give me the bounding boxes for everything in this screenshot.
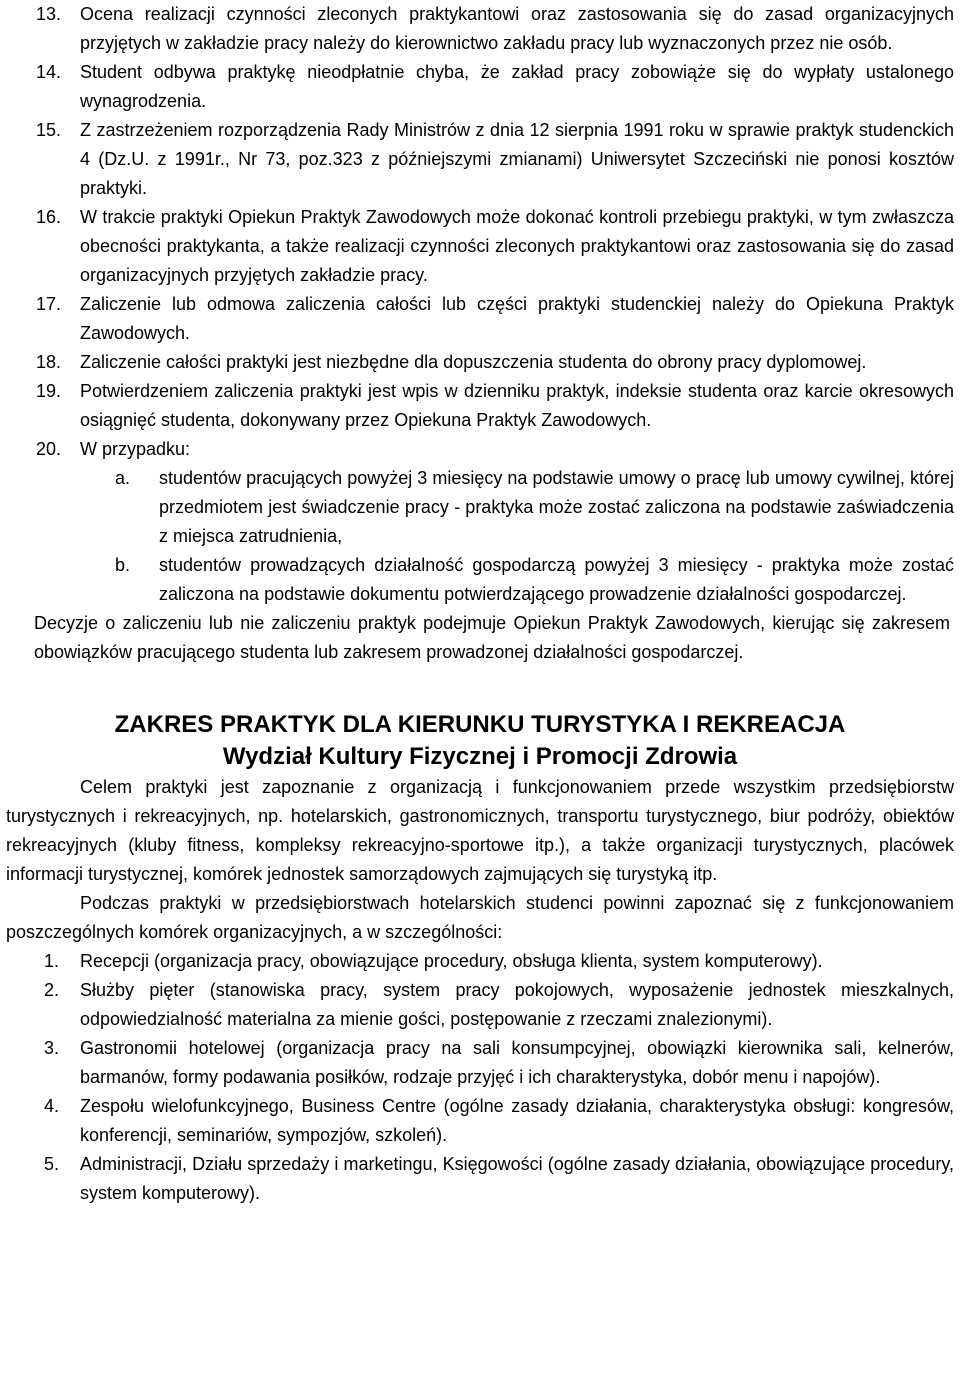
list-item-text: Zaliczenie całości praktyki jest niezbędne dla dopuszczenia studenta do obrony pracy dyplomowej. [80,352,867,372]
section-heading: ZAKRES PRAKTYK DLA KIERUNKU TURYSTYKA I REKREACJA [114,711,846,738]
list-item [6,290,954,348]
section-subheading: Wydział Kultury Fizycznej i Promocji Zdrowia [222,743,738,770]
list-item-text: Służby pięter (stanowiska pracy, system pracy pokojowych, wyposażenie jednostek mieszkalnych, odpowiedzialność materialna za mienie gości, postępowanie z rzeczami znalezionymi). [80,980,954,1029]
list-item-number: 3. [44,1038,60,1058]
list-item [6,203,954,290]
list-item [6,1092,954,1150]
list-item-number: 1. [44,951,60,971]
list-item [6,435,954,464]
list-item-number: 13. [36,4,62,24]
sub-list-item-letter: b. [115,555,131,575]
list-item [6,0,954,58]
sub-list-item-text: studentów prowadzących działalność gospodarczą powyżej 3 miesięcy - praktyka może zostać zaliczona na podstawie dokumentu potwierdzającego prowadzenie działalności gospodarczej. [159,555,954,604]
list-item-text: Administracji, Działu sprzedaży i marketingu, Księgowości (ogólne zasady działania, obowiązujące procedury, system komputerowy). [80,1154,954,1203]
decision-paragraph: Decyzje o zaliczeniu lub nie zaliczeniu praktyk podejmuje Opiekun Praktyk Zawodowych, kierując się zakresem obowiązków pracującego studenta lub zakresem prowadzonej działalności gospodarczej. [34,613,950,662]
intro-paragraph: Celem praktyki jest zapoznanie z organizacją i funkcjonowaniem przede wszystkim przedsiębiorstw turystycznych i rekreacyjnych, np. hotelarskich, gastronomicznych, transportu turystycznego, biur podróży, obiektów rekreacyjnych (kluby fitness, kompleksy rekreacyjno-sportowe itp.), a także organizacji turystycznych, placówek informacji turystycznej, komórek jednostek samorządowych zajmujących się turystyką itp. [6,777,954,884]
list-item-text: Recepcji (organizacja pracy, obowiązujące procedury, obsługa klienta, system komputerowy). [80,951,823,971]
list-item-number: 15. [36,120,62,140]
list-item-text: Potwierdzeniem zaliczenia praktyki jest wpis w dzienniku praktyk, indeksie studenta oraz karcie okresowych osiągnięć studenta, dokonywany przez Opiekuna Praktyk Zawodowych. [80,381,954,430]
list-item-text: Ocena realizacji czynności zleconych praktykantowi oraz zastosowania się do zasad organizacyjnych przyjętych w zakładzie pracy należy do kierownictwo zakładu pracy lub wyznaczonych przez nie osób. [80,4,954,53]
list-item-text: W trakcie praktyki Opiekun Praktyk Zawodowych może dokonać kontroli przebiegu praktyki, w tym zwłaszcza obecności praktykanta, a także realizacji czynności zleconych praktykantowi oraz zastosowania się do zasad organizacyjnych przyjętych zakładzie pracy. [80,207,954,285]
list-item-number: 2. [44,980,60,1000]
list-item-number: 17. [36,294,62,314]
list-item-text: Zespołu wielofunkcyjnego, Business Centre (ogólne zasady działania, charakterystyka obsługi: kongresów, konferencji, seminariów, sympozjów, szkoleń). [80,1096,954,1145]
list-item [6,116,954,203]
list-item-text: Z zastrzeżeniem rozporządzenia Rady Ministrów z dnia 12 sierpnia 1991 roku w sprawie praktyk studenckich 4 (Dz.U. z 1991r., Nr 73, poz.323 z późniejszymi zmianami) Uniwersytet Szczeciński nie ponosi kosztów praktyki. [80,120,954,198]
list-item-number: 18. [36,352,62,372]
hotel-paragraph: Podczas praktyki w przedsiębiorstwach hotelarskich studenci powinni zapoznać się z funkcjonowaniem poszczególnych komórek organizacyjnych, a w szczególności: [6,893,954,942]
rules-list-top [6,0,954,464]
list-item-text: Gastronomii hotelowej (organizacja pracy na sali konsumpcyjnej, obowiązki kierownika sali, kelnerów, barmanów, formy podawania posiłków, rodzaje przyjęć i ich charakterystyka, dobór menu i napojów). [80,1038,954,1087]
list-item-text: Zaliczenie lub odmowa zaliczenia całości lub części praktyki studenckiej należy do Opiekuna Praktyk Zawodowych. [80,294,954,343]
list-item [6,976,954,1034]
sub-list-item-text: studentów pracujących powyżej 3 miesięcy na podstawie umowy o pracę lub umowy cywilnej, której przedmiotem jest świadczenie pracy - praktyka może zostać zaliczona na podstawie zaświadczenia z miejsca zatrudnienia, [159,468,954,546]
list-item [6,377,954,435]
sub-list-item [82,464,954,551]
list-item-number: 16. [36,207,62,227]
list-item [6,348,954,377]
sub-list-item-letter: a. [115,468,131,488]
list-item-text: Student odbywa praktykę nieodpłatnie chyba, że zakład pracy zobowiąże się do wypłaty ustalonego wynagrodzenia. [80,62,954,111]
list-item [6,58,954,116]
list-item-number: 19. [36,381,62,401]
list-item-text: W przypadku: [80,439,191,459]
list-item-number: 4. [44,1096,60,1116]
list-item [6,947,954,976]
rules-list-bottom [6,947,954,1208]
sub-list-item [82,551,954,609]
list-item-number: 5. [44,1154,60,1174]
list-item-number: 20. [36,439,62,459]
sub-list [82,464,954,609]
list-item [6,1150,954,1208]
list-item-number: 14. [36,62,62,82]
list-item [6,1034,954,1092]
